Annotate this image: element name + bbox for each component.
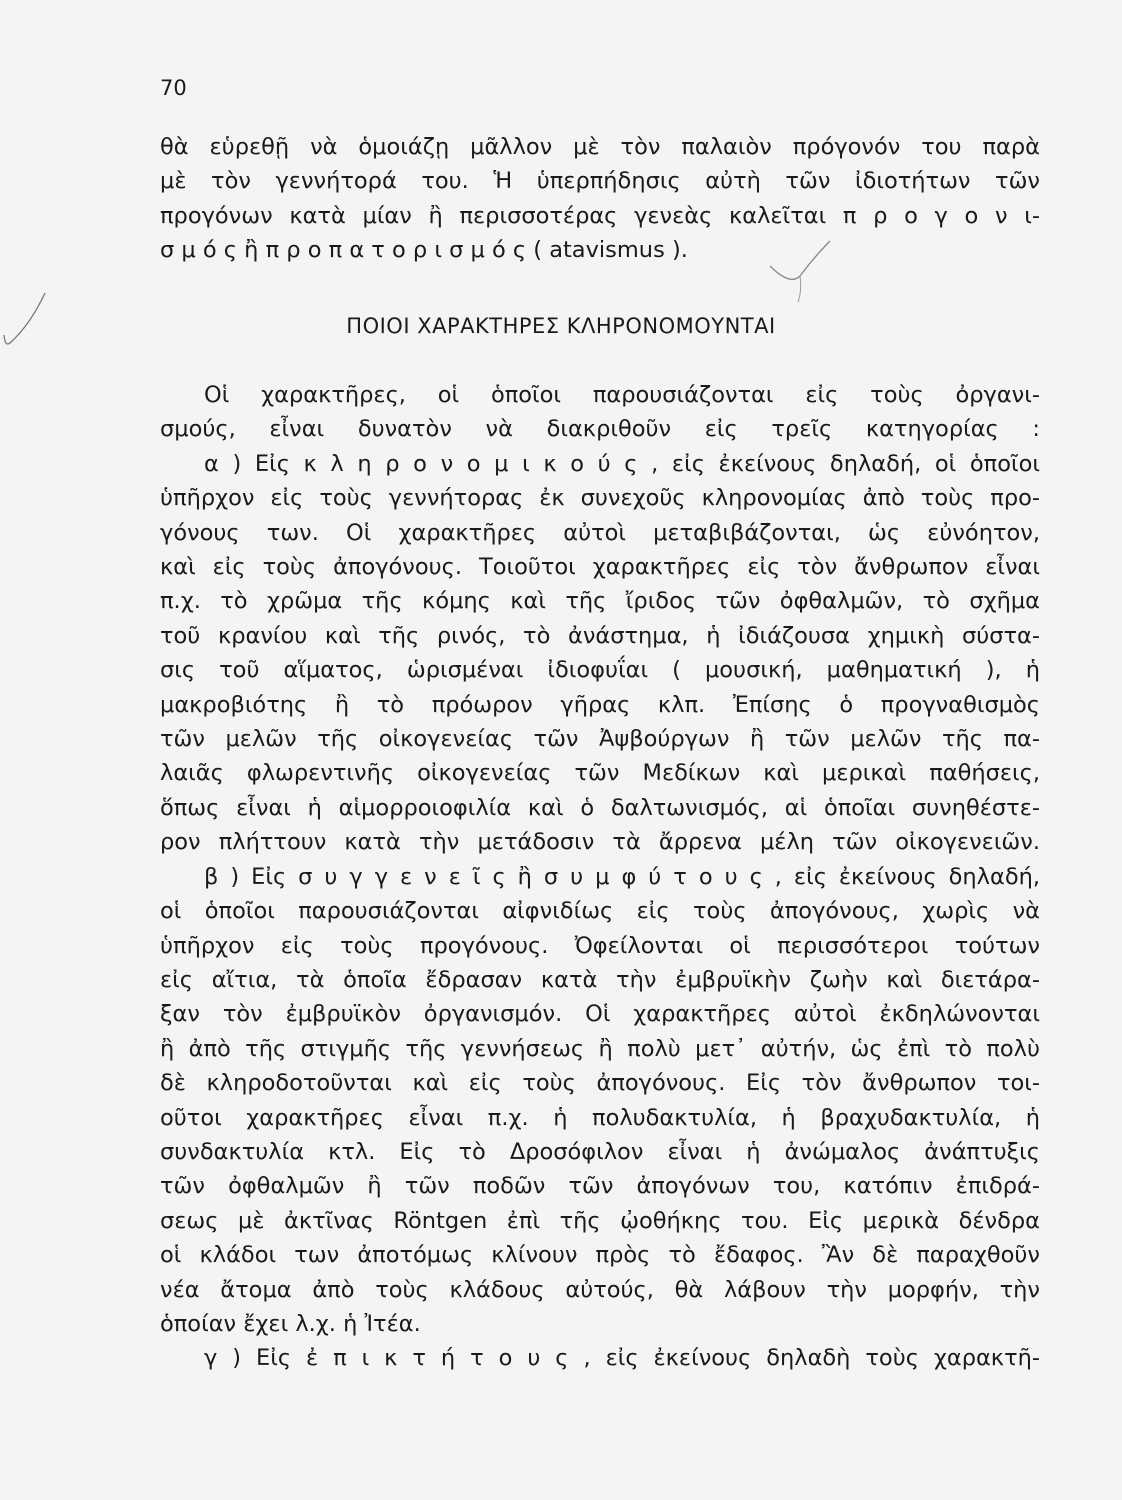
- text-line: τοῦ κρανίου καὶ τῆς ρινός, τὸ ἀνάστημα, ἡ ἰδιάζουσα χημικὴ σύστα-: [160, 622, 1040, 649]
- text-line: ὁποίαν ἔχει λ.χ. ἡ Ἰτέα.: [160, 1310, 421, 1337]
- text-line: οῦτοι χαρακτῆρες εἶναι π.χ. ἡ πολυδακτυλία, ἡ βραχυδακτυλία, ἡ: [160, 1104, 1040, 1131]
- text-line: προγόνων κατὰ μίαν ἢ περισσοτέρας γενεὰς καλεῖται π ρ ο γ ο ν ι-: [160, 202, 1040, 229]
- text-line: ὅπως εἶναι ἡ αἱμορροιοφιλία καὶ ὁ δαλτωνισμός, αἱ ὁποῖαι συνηθέστε-: [160, 794, 1040, 821]
- text-line: τῶν μελῶν τῆς οἰκογενείας τῶν Ἀψβούργων ἢ τῶν μελῶν τῆς πα-: [160, 726, 1040, 753]
- text-line: ἢ ἀπὸ τῆς στιγμῆς τῆς γεννήσεως ἢ πολὺ μετ᾿ αὐτήν, ὡς ἐπὶ τὸ πολὺ: [160, 1035, 1040, 1062]
- text-line: γ ) Εἰς ἐ π ι κ τ ή τ ο υ ς , εἰς ἐκείνους δηλαδὴ τοὺς χαρακτῆ-: [204, 1345, 1040, 1372]
- text-line: μακροβιότης ἢ τὸ πρόωρον γῆρας κλπ. Ἐπίσης ὁ προγναθισμὸς: [160, 691, 1040, 718]
- page-number: 70: [160, 76, 187, 100]
- text-line: τῶν ὀφθαλμῶν ἢ τῶν ποδῶν τῶν ἀπογόνων του, κατόπιν ἐπιδρά-: [160, 1173, 1040, 1200]
- body-text: [160, 378, 1040, 1376]
- text-line: λαιᾶς φλωρεντινῆς οἰκογενείας τῶν Μεδίκων καὶ μερικαὶ παθήσεις,: [160, 760, 1040, 787]
- text-line: Οἱ χαρακτῆρες, οἱ ὁποῖοι παρουσιάζονται εἰς τοὺς ὀργανι-: [204, 382, 1040, 408]
- text-line: σις τοῦ αἵματος, ὡρισμέναι ἰδιοφυΐαι ( μουσική, μαθηματική ), ἡ: [160, 657, 1040, 684]
- text-line: θὰ εὑρεθῇ νὰ ὁμοιάζῃ μᾶλλον μὲ τὸν παλαιὸν πρόγονόν του παρὰ: [160, 134, 1040, 160]
- text-line: ξαν τὸν ἐμβρυϊκὸν ὀργανισμόν. Οἱ χαρακτῆρες αὐτοὶ ἐκδηλώνονται: [160, 1001, 1040, 1028]
- text-line: γόνους των. Οἱ χαρακτῆρες αὐτοὶ μεταβιβάζονται, ὡς εὐνόητον,: [160, 519, 1040, 546]
- text-line: μὲ τὸν γεννήτορά του. Ἡ ὑπερπήδησις αὐτὴ τῶν ἰδιοτήτων τῶν: [160, 168, 1040, 195]
- text-line: ὑπῆρχον εἰς τοὺς προγόνους. Ὀφείλονται οἱ περισσότεροι τούτων: [160, 932, 1040, 959]
- text-line: καὶ εἰς τοὺς ἀπογόνους. Τοιοῦτοι χαρακτῆρες εἰς τὸν ἄνθρωπον εἶναι: [160, 554, 1040, 581]
- text-line: β ) Εἰς σ υ γ γ ε ν ε ῖ ς ἢ σ υ μ φ ύ τ ο υ ς , εἰς ἐκείνους δηλαδή,: [204, 863, 1040, 890]
- text-line: π.χ. τὸ χρῶμα τῆς κόμης καὶ τῆς ἴριδος τῶν ὀφθαλμῶν, τὸ σχῆμα: [160, 588, 1040, 615]
- text-line: σ μ ό ς ἢ π ρ ο π α τ ο ρ ι σ μ ό ς ( atavismus ).: [160, 237, 688, 264]
- text-line: εἰς αἴτια, τὰ ὁποῖα ἔδρασαν κατὰ τὴν ἐμβρυϊκὴν ζωὴν καὶ διετάρα-: [160, 966, 1040, 993]
- text-line: δὲ κληροδοτοῦνται καὶ εἰς τοὺς ἀπογόνους. Εἰς τὸν ἄνθρωπον τοι-: [160, 1070, 1040, 1097]
- text-line: οἱ ὁποῖοι παρουσιάζονται αἰφνιδίως εἰς τοὺς ἀπογόνους, χωρὶς νὰ: [160, 898, 1040, 925]
- pencil-check-mark: [760, 236, 840, 306]
- text-line: συνδακτυλία κτλ. Εἰς τὸ Δροσόφιλον εἶναι ἡ ἀνώμαλος ἀνάπτυξις: [160, 1138, 1040, 1165]
- text-line: ρον πλήττουν κατὰ τὴν μετάδοσιν τὰ ἄρρενα μέλη τῶν οἰκογενειῶν.: [160, 829, 1040, 856]
- text-line: σεως μὲ ἀκτῖνας Röntgen ἐπὶ τῆς ᾠοθήκης του. Εἰς μερικὰ δένδρα: [160, 1207, 1040, 1234]
- text-line: α ) Εἰς κ λ η ρ ο ν ο μ ι κ ο ύ ς , εἰς ἐκείνους δηλαδή, οἱ ὁποῖοι: [204, 450, 1040, 477]
- text-line: ὑπῆρχον εἰς τοὺς γεννήτορας ἐκ συνεχοῦς κληρονομίας ἀπὸ τοὺς προ-: [160, 485, 1040, 512]
- intro-paragraph: [160, 130, 1040, 268]
- text-line: σμούς, εἶναι δυνατὸν νὰ διακριθοῦν εἰς τρεῖς κατηγορίας :: [160, 416, 1040, 443]
- section-heading: ΠΟΙΟΙ ΧΑΡΑΚΤΗΡΕΣ ΚΛΗΡΟΝΟΜΟΥΝΤΑΙ: [346, 314, 776, 338]
- text-line: οἱ κλάδοι των ἀποτόμως κλίνουν πρὸς τὸ ἔδαφος. Ἂν δὲ παραχθοῦν: [160, 1242, 1040, 1269]
- text-line: νέα ἄτομα ἀπὸ τοὺς κλάδους αὐτούς, θὰ λάβουν τὴν μορφήν, τὴν: [160, 1276, 1040, 1303]
